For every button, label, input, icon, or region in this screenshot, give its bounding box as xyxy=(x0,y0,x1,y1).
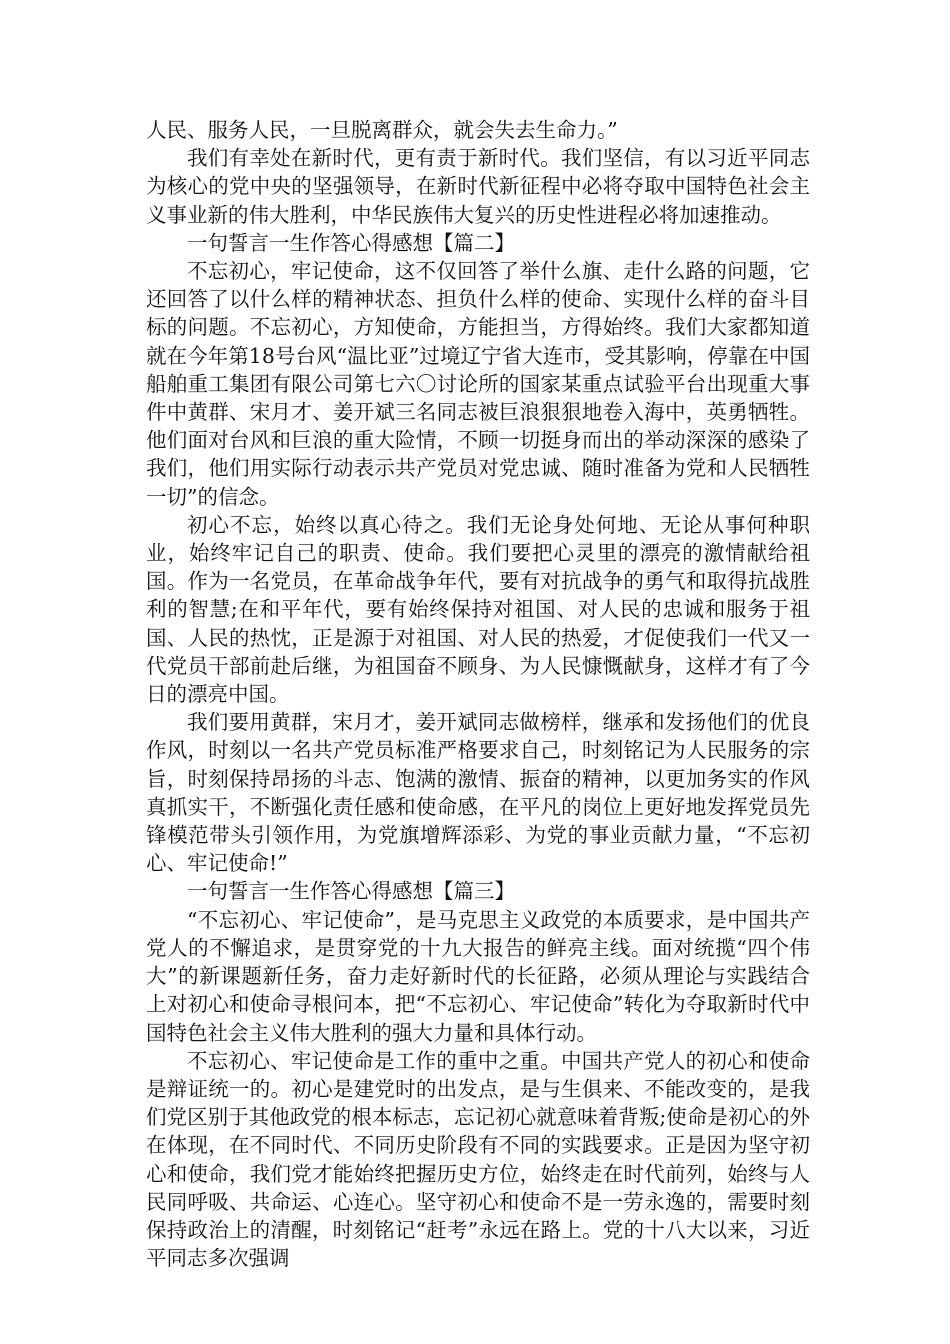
paragraph-typhoon: 不忘初心，牢记使命，这不仅回答了举什么旗、走什么路的问题，它还回答了以什么样的精神状态、担负什么样的使命、实现什么样的奋斗目标的问题。不忘初心，方知使命，方能担当，方得始终。我们大家都知道就在今年第18号台风“温比亚”过境辽宁省大连市，受其影响，停靠在中国船舶重工集团有限公司第七六〇讨论所的国家某重点试验平台出现重大事件中黄群、宋月才、姜开斌三名同志被巨浪狠狠地卷入海中，英勇牺牲。他们面对台风和巨浪的重大险情，不顾一切挺身而出的举动深深的感染了我们，他们用实际行动表示共产党员对党忠诚、随时准备为党和人民牺牲一切”的信念。 xyxy=(146,259,810,509)
paragraph-top-priority: 不忘初心、牢记使命是工作的重中之重。中国共产党人的初心和使命是辩证统一的。初心是建党时的出发点，是与生俱来、不能改变的，是我们党区别于其他政党的根本标志，忘记初心就意味着背叛;使命是初心的外在体现，在不同时代、不同历史阶段有不同的实践要求。正是因为坚守初心和使命，我们党才能始终把握历史方位，始终走在时代前列，始终与人民同呼吸、共命运、心连心。坚守初心和使命不是一劳永逸的，需要时刻保持政治上的清醒，时刻铭记“赶考”永远在路上。党的十八大以来，习近平同志多次强调 xyxy=(146,1048,810,1271)
paragraph-essential-requirement: “不忘初心、牢记使命”，是马克思主义政党的本质要求，是中国共产党人的不懈追求，是贯穿党的十九大报告的鲜亮主线。面对统揽“四个伟大”的新课题新任务，奋力走好新时代的长征路，必须从理论与实践结合上对初心和使命寻根问本，把“不忘初心、牢记使命”转化为夺取新时代中国特色社会主义伟大胜利的强大力量和具体行动。 xyxy=(146,907,810,1045)
paragraph-sincere-heart: 初心不忘，始终以真心待之。我们无论身处何地、无论从事何种职业，始终牢记自己的职责、使命。我们要把心灵里的漂亮的激情献给祖国。作为一名党员，在革命战争年代，要有对抗战争的勇气和取得抗战胜利的智慧;在和平年代，要有始终保持对祖国、对人民的忠诚和服务于祖国、人民的热忱，正是源于对祖国、对人民的热爱，才促使我们一代又一代党员干部前赴后继，为祖国奋不顾身、为人民慷慨献身，这样才有了今日的漂亮中国。 xyxy=(146,512,810,707)
paragraph-continuation: 人民、服务人民，一旦脱离群众，就会失去生命力。” xyxy=(146,118,618,142)
document-page xyxy=(146,116,810,1272)
section-heading-part-three: 一句誓言一生作答心得感想【篇三】 xyxy=(187,879,515,904)
paragraph-new-era: 我们有幸处在新时代，更有责于新时代。我们坚信，有以习近平同志为核心的党中央的坚强领导，在新时代新征程中必将夺取中国特色社会主义事业新的伟大胜利，中华民族伟大复兴的历史性进程必将加速推动。 xyxy=(146,146,810,227)
paragraph-role-models: 我们要用黄群，宋月才，姜开斌同志做榜样，继承和发扬他们的优良作风，时刻以一名共产党员标准严格要求自己，时刻铭记为人民服务的宗旨，时刻保持昂扬的斗志、饱满的激情、振奋的精神，以更加务实的作风真抓实干，不断强化责任感和使命感，在平凡的岗位上更好地发挥党员先锋模范带头引领作用，为党旗增辉添彩、为党的事业贡献力量，“不忘初心、牢记使命!” xyxy=(146,710,810,876)
section-heading-part-two: 一句誓言一生作答心得感想【篇二】 xyxy=(187,230,515,255)
